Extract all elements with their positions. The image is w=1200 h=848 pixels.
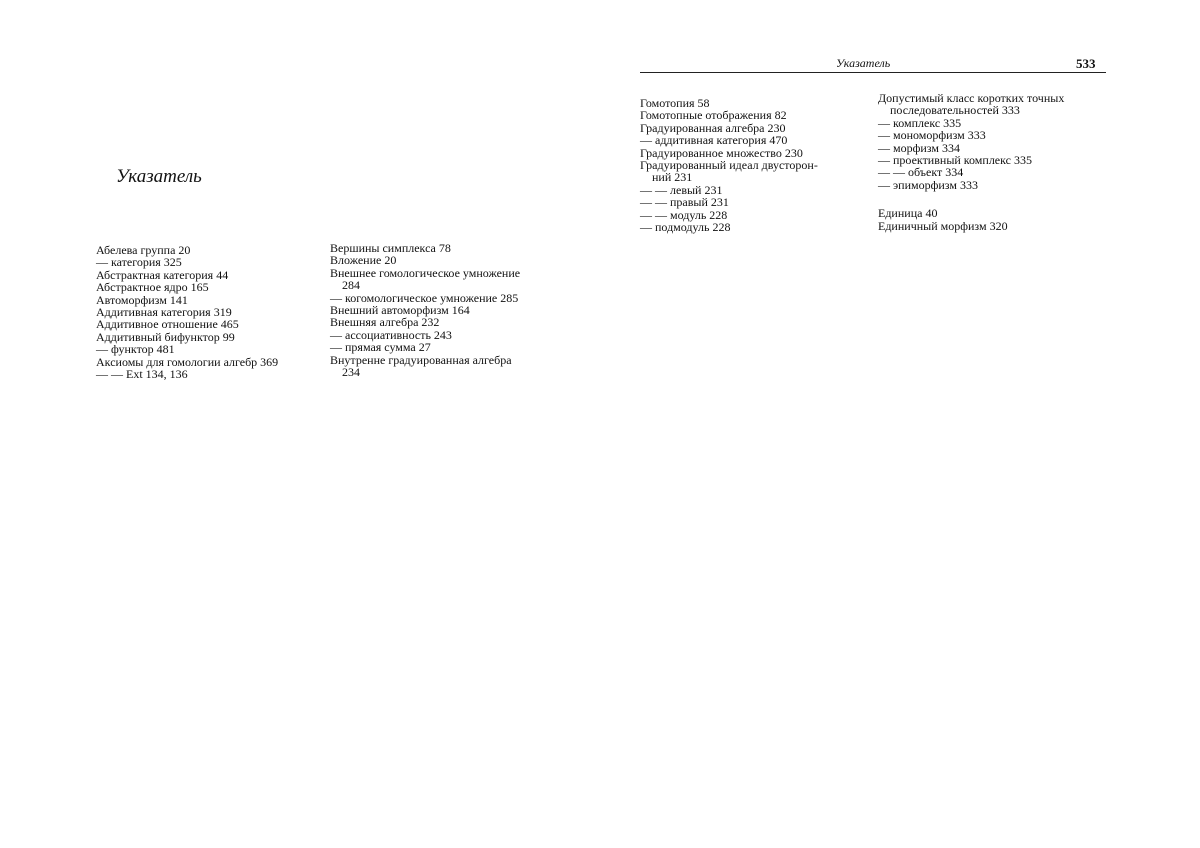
- index-entry: — — объект 334: [878, 165, 964, 180]
- index-entry-continuation: 234: [342, 365, 360, 380]
- index-entry: — эпиморфизм 333: [878, 177, 978, 192]
- index-entry: Градуированный идеал двусторон-: [640, 158, 818, 173]
- index-entry: — — модуль 228: [640, 207, 728, 222]
- page-number: 533: [1076, 56, 1096, 71]
- index-column-2: [330, 242, 562, 378]
- index-title: Указатель: [116, 166, 202, 187]
- index-entry: Абстрактное ядро 165: [96, 280, 209, 295]
- index-entry: — когомологическое умножение 285: [330, 290, 519, 305]
- index-entry-continuation: 284: [342, 278, 360, 293]
- index-entry: — ассоциативность 243: [330, 327, 452, 342]
- index-entry: Единица 40: [878, 206, 938, 221]
- index-entry: Внешнее гомологическое умножение: [330, 265, 521, 280]
- index-column-1: [96, 244, 320, 380]
- index-column-4: [878, 92, 1114, 232]
- index-entry: Аксиомы для гомологии алгебр 369: [96, 354, 279, 369]
- index-entry: Абстрактная категория 44: [96, 267, 229, 282]
- index-entry: Вершины симплекса 78: [330, 241, 451, 255]
- index-entry: Внешняя алгебра 232: [330, 315, 440, 330]
- index-entry: — комплекс 335: [878, 115, 962, 130]
- index-entry: Единичный морфизм 320: [878, 218, 1008, 233]
- index-entry: Автоморфизм 141: [96, 292, 188, 307]
- index-column-3: [640, 97, 872, 233]
- index-entry: — — Ext 134, 136: [96, 367, 188, 382]
- index-entry: — прямая сумма 27: [330, 340, 431, 355]
- index-entry: Градуированная алгебра 230: [640, 120, 786, 135]
- index-entry: Аддитивное отношение 465: [96, 317, 239, 332]
- running-head: Указатель: [836, 56, 891, 70]
- index-entry: Допустимый класс коротких точных: [878, 91, 1065, 105]
- index-entry-continuation: последовательностей 333: [890, 103, 1020, 118]
- index-entry: — категория 325: [96, 255, 182, 270]
- index-entry: — аддитивная категория 470: [640, 133, 788, 148]
- index-entry: Гомотопия 58: [640, 96, 710, 110]
- index-entry: Вложение 20: [330, 253, 397, 268]
- index-entry: Гомотопные отображения 82: [640, 108, 787, 123]
- index-entry: — морфизм 334: [878, 140, 960, 155]
- index-entry: — — левый 231: [640, 182, 723, 197]
- index-entry: Градуированное множество 230: [640, 145, 803, 160]
- index-entry: Внешний автоморфизм 164: [330, 303, 470, 318]
- right-page: [600, 0, 1200, 848]
- index-entry: — мономорфизм 333: [878, 128, 986, 143]
- letter-gap: [878, 191, 1114, 207]
- header-rule: [640, 72, 1106, 73]
- index-entry: Аддитивная категория 319: [96, 305, 232, 320]
- index-entry: — функтор 481: [96, 342, 175, 357]
- index-entry: Внутренне градуированная алгебра: [330, 352, 512, 367]
- index-entry-continuation: ний 231: [652, 170, 693, 185]
- index-entry: — проективный комплекс 335: [878, 153, 1032, 168]
- index-entry: Аддитивный бифунктор 99: [96, 329, 235, 344]
- index-entry: — — правый 231: [640, 195, 729, 210]
- index-entry: Абелева группа 20: [96, 243, 191, 257]
- index-entry: — подмодуль 228: [640, 220, 731, 235]
